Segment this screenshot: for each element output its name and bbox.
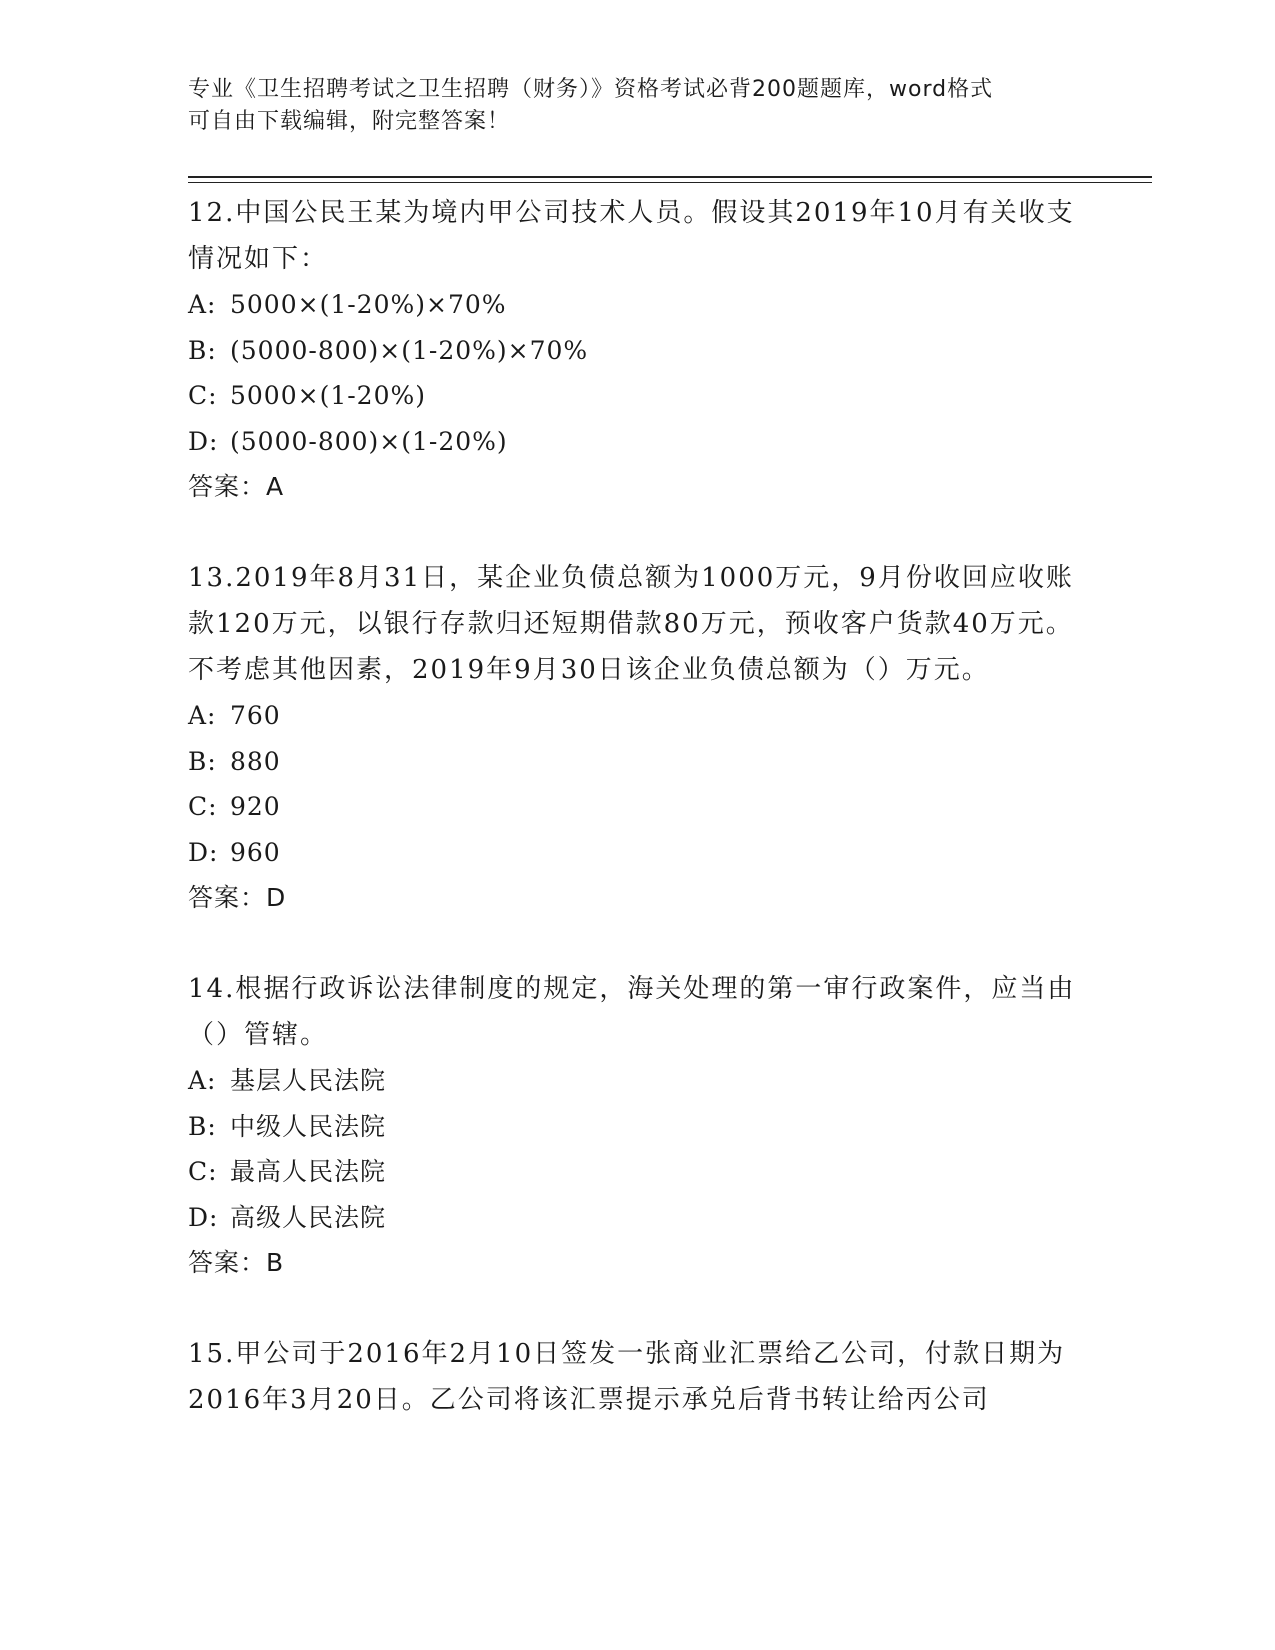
- option-key: C:: [188, 381, 218, 410]
- header-divider-thin: [188, 182, 1152, 183]
- option-value: 880: [230, 746, 281, 776]
- option-key: B:: [188, 1111, 217, 1141]
- option-key: C:: [188, 792, 218, 821]
- option-value: 中级人民法院: [230, 1111, 387, 1141]
- option-key: D:: [188, 1202, 219, 1232]
- option-value: 基层人民法院: [230, 1066, 387, 1095]
- option-key: C:: [188, 1157, 218, 1186]
- option-value: (5000-800)×(1-20%)×70%: [230, 335, 589, 365]
- header-divider-thick: [188, 176, 1152, 178]
- option-d: [188, 419, 1088, 465]
- option-value: (5000-800)×(1-20%): [230, 426, 508, 456]
- option-value: 5000×(1-20%)×70%: [230, 290, 507, 319]
- question-12: [188, 190, 1088, 509]
- option-key: A:: [188, 1066, 217, 1095]
- question-text: 14.根据行政诉讼法律制度的规定，海关处理的第一审行政案件，应当由（）管辖。: [188, 974, 1076, 1050]
- question-13: [188, 555, 1088, 920]
- option-c: [188, 784, 1088, 830]
- answer-line: 答案：A: [188, 472, 285, 501]
- question-text: 13.2019年8月31日，某企业负债总额为1000万元，9月份收回应收账款120万元，以银行存款归还短期借款80万元，预收客户货款40万元。不考虑其他因素，2019年9月30日该企业负债总额为（）万元。: [188, 563, 1074, 685]
- option-b: [188, 328, 1088, 374]
- option-value: 920: [230, 792, 281, 821]
- question-list: [188, 190, 1088, 1469]
- question-text: 12.中国公民王某为境内甲公司技术人员。假设其2019年10月有关收支情况如下：: [188, 198, 1075, 274]
- question-14: [188, 966, 1088, 1285]
- question-15: [188, 1331, 1088, 1423]
- option-key: D:: [188, 426, 219, 456]
- option-value: 最高人民法院: [230, 1157, 387, 1186]
- answer-line: 答案：D: [188, 883, 287, 912]
- option-a: [188, 693, 1088, 739]
- option-a: [188, 282, 1088, 328]
- option-d: [188, 830, 1088, 876]
- option-key: A:: [188, 701, 217, 730]
- document-header: [188, 74, 1088, 138]
- header-line-2: 可自由下载编辑，附完整答案！: [188, 109, 511, 134]
- option-value: 高级人民法院: [230, 1202, 387, 1232]
- option-value: 5000×(1-20%): [230, 381, 426, 410]
- option-d: [188, 1195, 1088, 1241]
- option-value: 760: [230, 701, 281, 730]
- option-key: D:: [188, 837, 219, 867]
- option-a: [188, 1058, 1088, 1104]
- option-key: A:: [188, 290, 217, 319]
- answer-line: 答案：B: [188, 1248, 285, 1277]
- header-line-1: 专业《卫生招聘考试之卫生招聘（财务）》资格考试必背200题题库，word格式: [188, 77, 994, 102]
- option-c: [188, 1149, 1088, 1195]
- option-value: 960: [230, 837, 281, 867]
- option-key: B:: [188, 335, 217, 365]
- option-b: [188, 739, 1088, 785]
- question-text: 15.甲公司于2016年2月10日签发一张商业汇票给乙公司，付款日期为2016年3月20日。乙公司将该汇票提示承兑后背书转让给丙公司: [188, 1339, 1066, 1415]
- option-key: B:: [188, 746, 217, 776]
- option-c: [188, 373, 1088, 419]
- option-b: [188, 1104, 1088, 1150]
